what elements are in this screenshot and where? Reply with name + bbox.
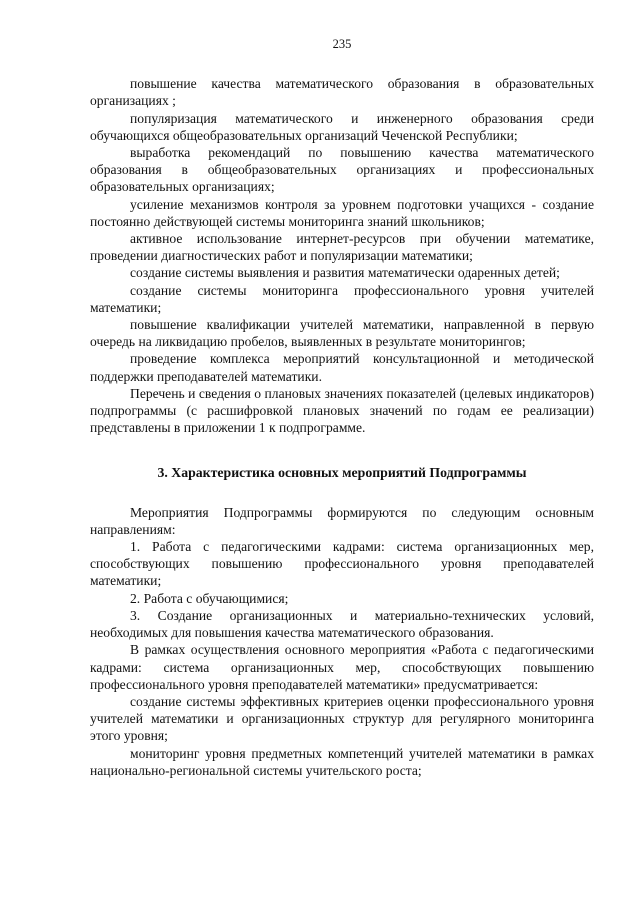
paragraph: 1. Работа с педагогическими кадрами: система организационных мер, способствующих повышению профессионального уровня преподавателей математики; [90,539,594,589]
paragraph: повышение качества математического образования в образовательных организациях ; [90,76,594,109]
paragraph: 3. Создание организационных и материально-технических условий, необходимых для повышения качества математического образования. [90,607,594,641]
measures-list [90,504,594,779]
paragraph: повышение квалификации учителей математики, направленной в первую очередь на ликвидацию пробелов, выявленных в результате мониторингов; [90,317,594,350]
page-number: 235 [332,37,352,51]
paragraph: В рамках осуществления основного мероприятия «Работа с педагогическими кадрами: система организационных мер, способствующих повышению профессионального уровня преподавателей математики» предусматривается: [90,642,594,692]
paragraph: создание системы выявления и развития математически одаренных детей; [130,265,560,281]
section-heading: 3. Характеристика основных мероприятий Подпрограммы [157,465,527,481]
paragraph: Мероприятия Подпрограммы формируются по следующим основным направлениям: [90,504,594,537]
document-page [90,36,594,779]
paragraph: создание системы эффективных критериев оценки профессионального уровня учителей математики и организационных структур для регулярного мониторинга этого уровня; [90,693,594,744]
paragraph: проведение комплекса мероприятий консультационной и методической поддержки преподавателей математики. [90,351,594,384]
goals-list [90,75,594,436]
paragraph: выработка рекомендаций по повышению качества математического образования в общеобразовательных организациях и профессиональных образовательных организациях; [90,145,594,195]
paragraph: усиление механизмов контроля за уровнем подготовки учащихся - создание постоянно действующей системы мониторинга знаний школьников; [90,196,594,229]
paragraph: 2. Работа с обучающимися; [130,590,289,606]
paragraph: активное использование интернет-ресурсов при обучении математике, проведении диагностических работ и популяризации математики; [90,231,594,264]
paragraph: Перечень и сведения о плановых значениях показателей (целевых индикаторов) подпрограммы (с расшифровкой плановых значений по годам ее реализации) представлены в приложении 1 к подпрограмме. [90,385,594,436]
paragraph: создание системы мониторинга профессионального уровня учителей математики; [90,282,594,315]
paragraph: популяризация математического и инженерного образования среди обучающихся общеобразовательных организаций Чеченской Республики; [90,110,594,143]
paragraph: мониторинг уровня предметных компетенций учителей математики в рамках национально-региональной системы учительского роста; [90,745,594,778]
